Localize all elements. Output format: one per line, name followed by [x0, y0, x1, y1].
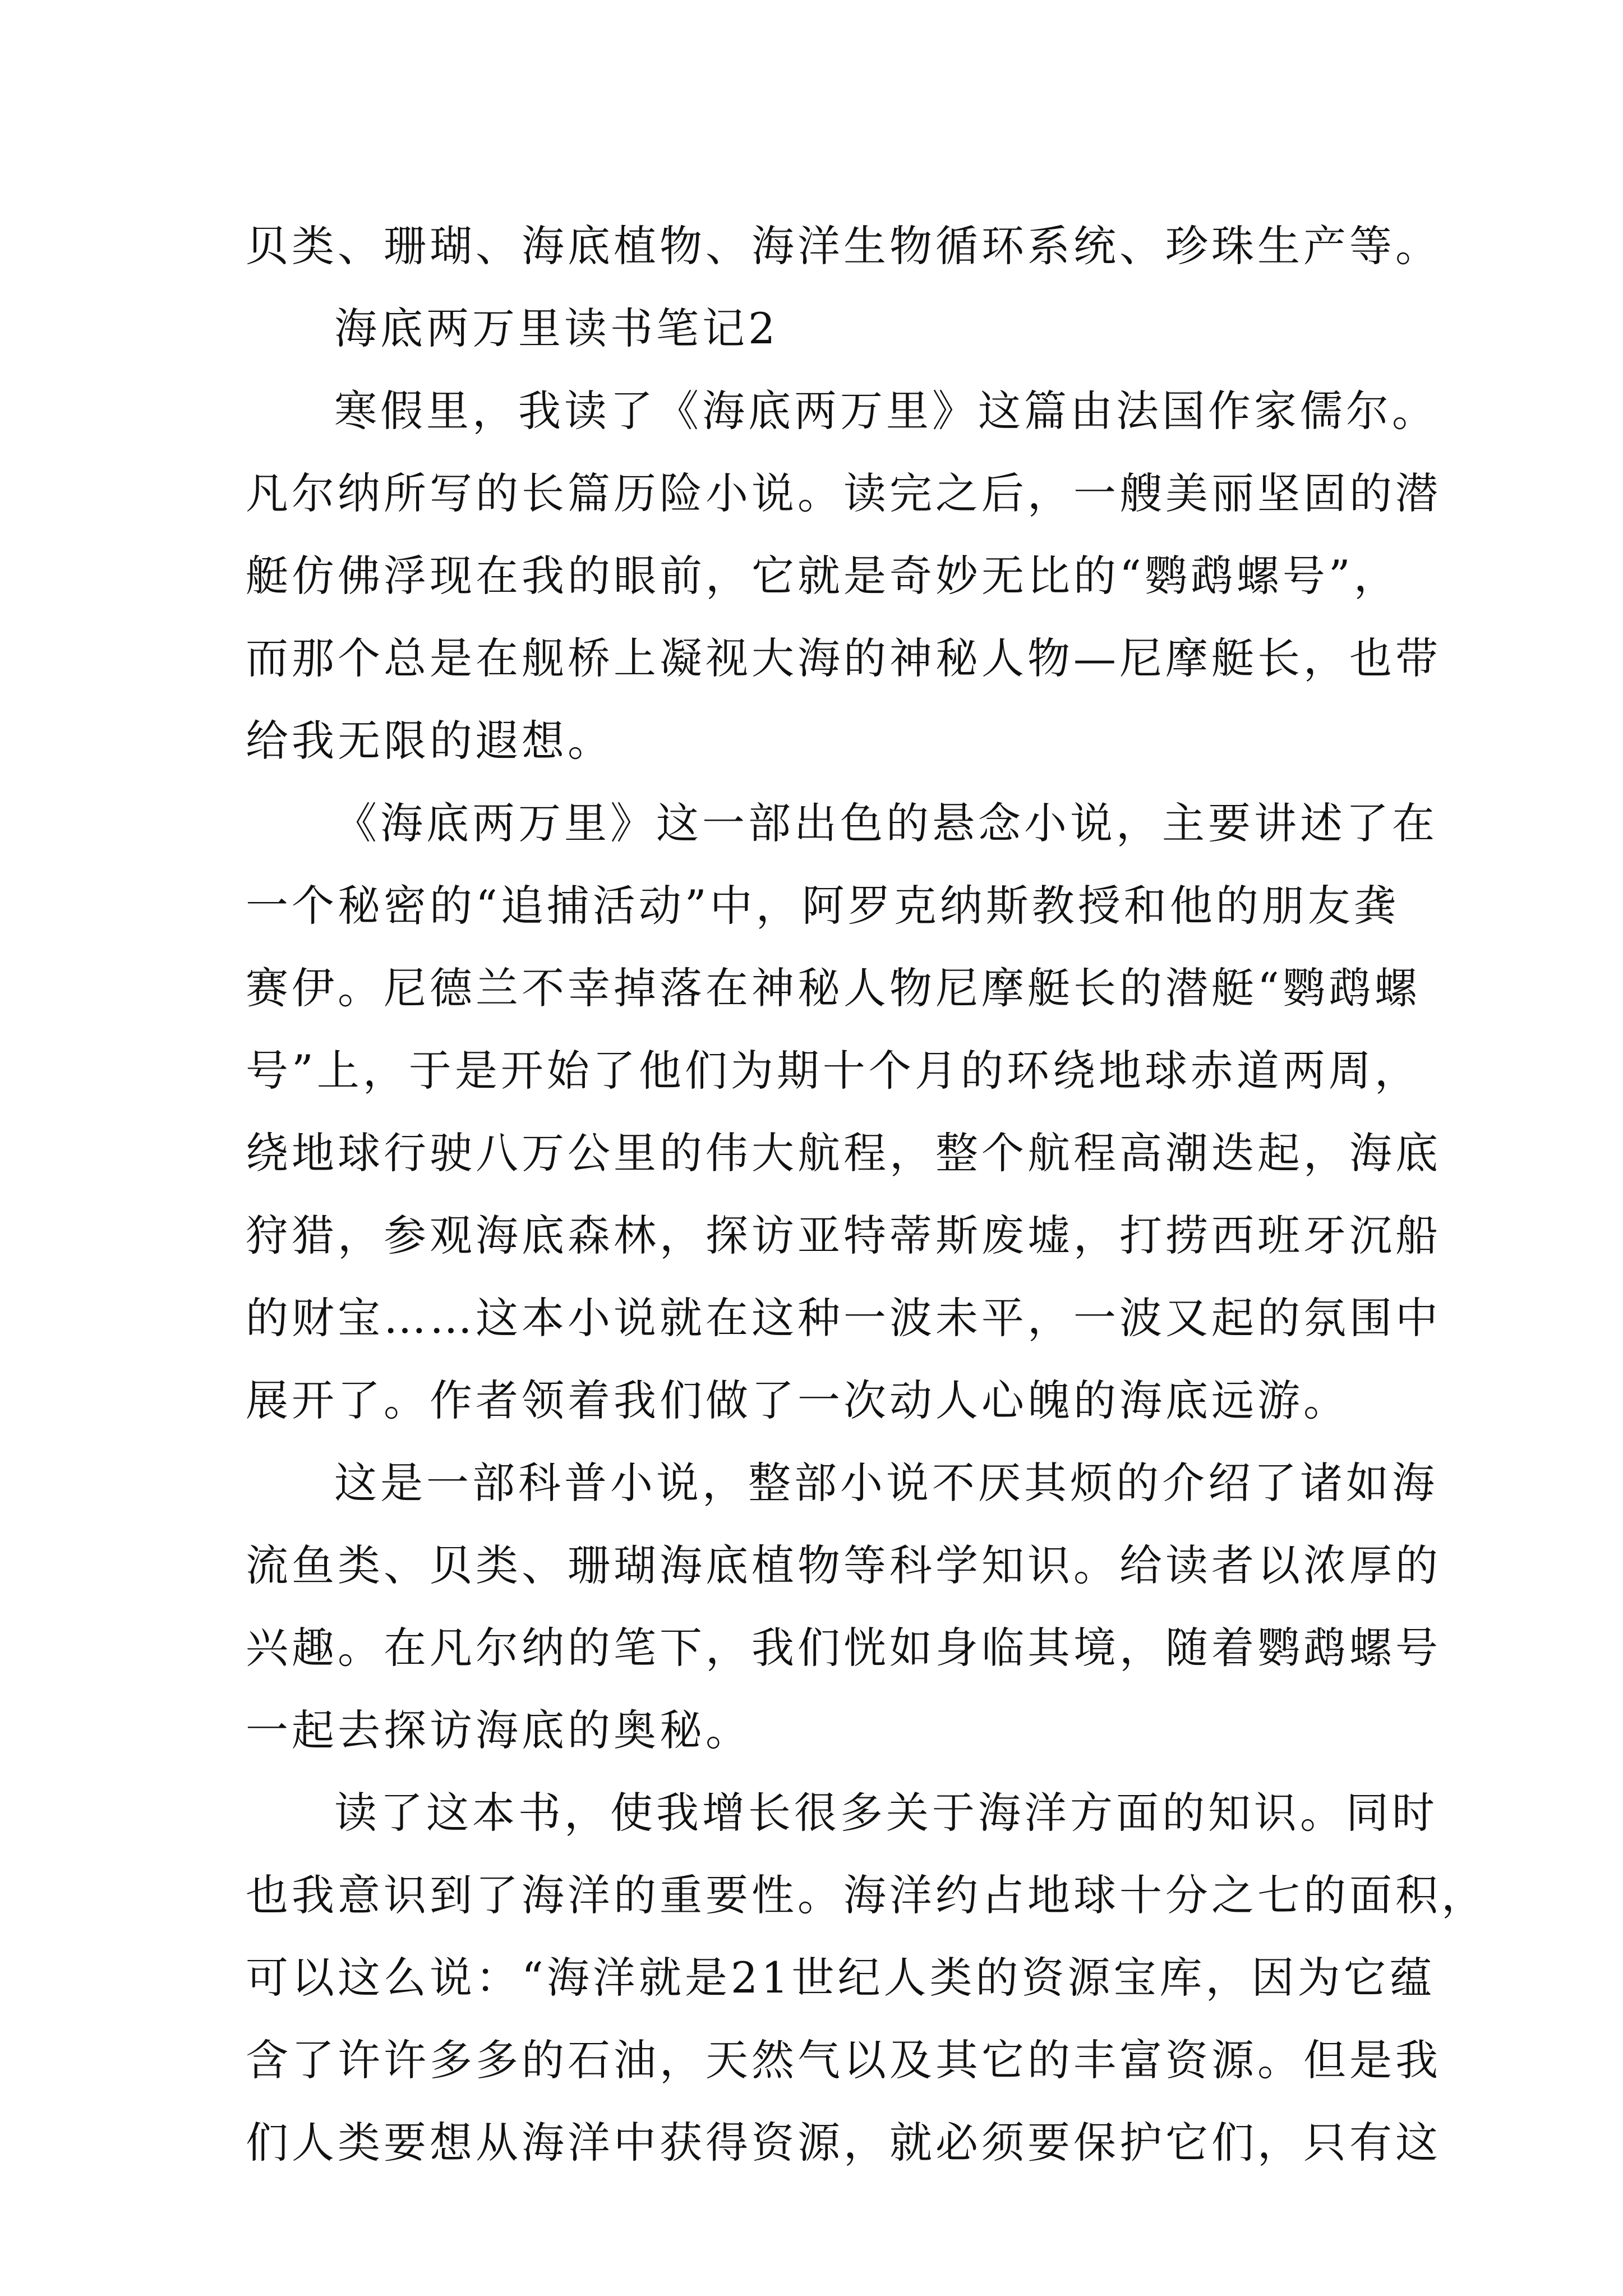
text-line: 这是一部科普小说，整部小说不厌其烦的介绍了诸如海 [334, 1458, 1438, 1508]
text-line: 含了许许多多的石油，天然气以及其它的丰富资源。但是我 [246, 2035, 1441, 2085]
text-line: 读了这本书，使我增长很多关于海洋方面的知识。同时 [334, 1788, 1438, 1838]
text-line: 也我意识到了海洋的重要性。海洋约占地球十分之七的面积， [246, 1870, 1487, 1920]
section-heading: 海底两万里读书笔记2 [334, 303, 779, 353]
text-line: 《海底两万里》这一部出色的悬念小说，主要讲述了在 [334, 798, 1438, 848]
text-line: 号”上，于是开始了他们为期十个月的环绕地球赤道两周， [246, 1046, 1421, 1096]
text-line: 流鱼类、贝类、珊瑚海底植物等科学知识。给读者以浓厚的 [246, 1540, 1441, 1590]
text-line: 们人类要想从海洋中获得资源，就必须要保护它们，只有这 [246, 2118, 1441, 2168]
text-line: 绕地球行驶八万公里的伟大航程，整个航程高潮迭起，海底 [246, 1128, 1441, 1178]
text-line: 赛伊。尼德兰不幸掉落在神秘人物尼摩艇长的潜艇“鹦鹉螺 [246, 963, 1421, 1013]
text-line: 艇仿佛浮现在我的眼前，它就是奇妙无比的“鹦鹉螺号”， [246, 551, 1400, 601]
text-line: 的财宝……这本小说就在这种一波未平，一波又起的氛围中 [246, 1293, 1441, 1343]
text-line: 一个秘密的“追捕活动”中，阿罗克纳斯教授和他的朋友龚 [246, 881, 1400, 931]
text-line: 而那个总是在舰桥上凝视大海的神秘人物—尼摩艇长，也带 [246, 633, 1441, 683]
text-line: 展开了。作者领着我们做了一次动人心魄的海底远游。 [246, 1375, 1349, 1425]
document-body [246, 205, 1487, 2184]
text-line: 凡尔纳所写的长篇历险小说。读完之后，一艘美丽坚固的潜 [246, 468, 1441, 518]
text-line: 贝类、珊瑚、海底植物、海洋生物循环系统、珍珠生产等。 [246, 221, 1441, 271]
text-line: 给我无限的遐想。 [246, 716, 614, 766]
text-line: 寒假里，我读了《海底两万里》这篇由法国作家儒尔。 [334, 386, 1438, 436]
text-line: 可以这么说：“海洋就是21世纪人类的资源宝库，因为它蕴 [246, 1953, 1436, 2003]
text-line: 一起去探访海底的奥秘。 [246, 1705, 751, 1755]
text-line: 兴趣。在凡尔纳的笔下，我们恍如身临其境，随着鹦鹉螺号 [246, 1623, 1441, 1673]
text-line: 狩猎，参观海底森林，探访亚特蒂斯废墟，打捞西班牙沉船 [246, 1211, 1441, 1260]
